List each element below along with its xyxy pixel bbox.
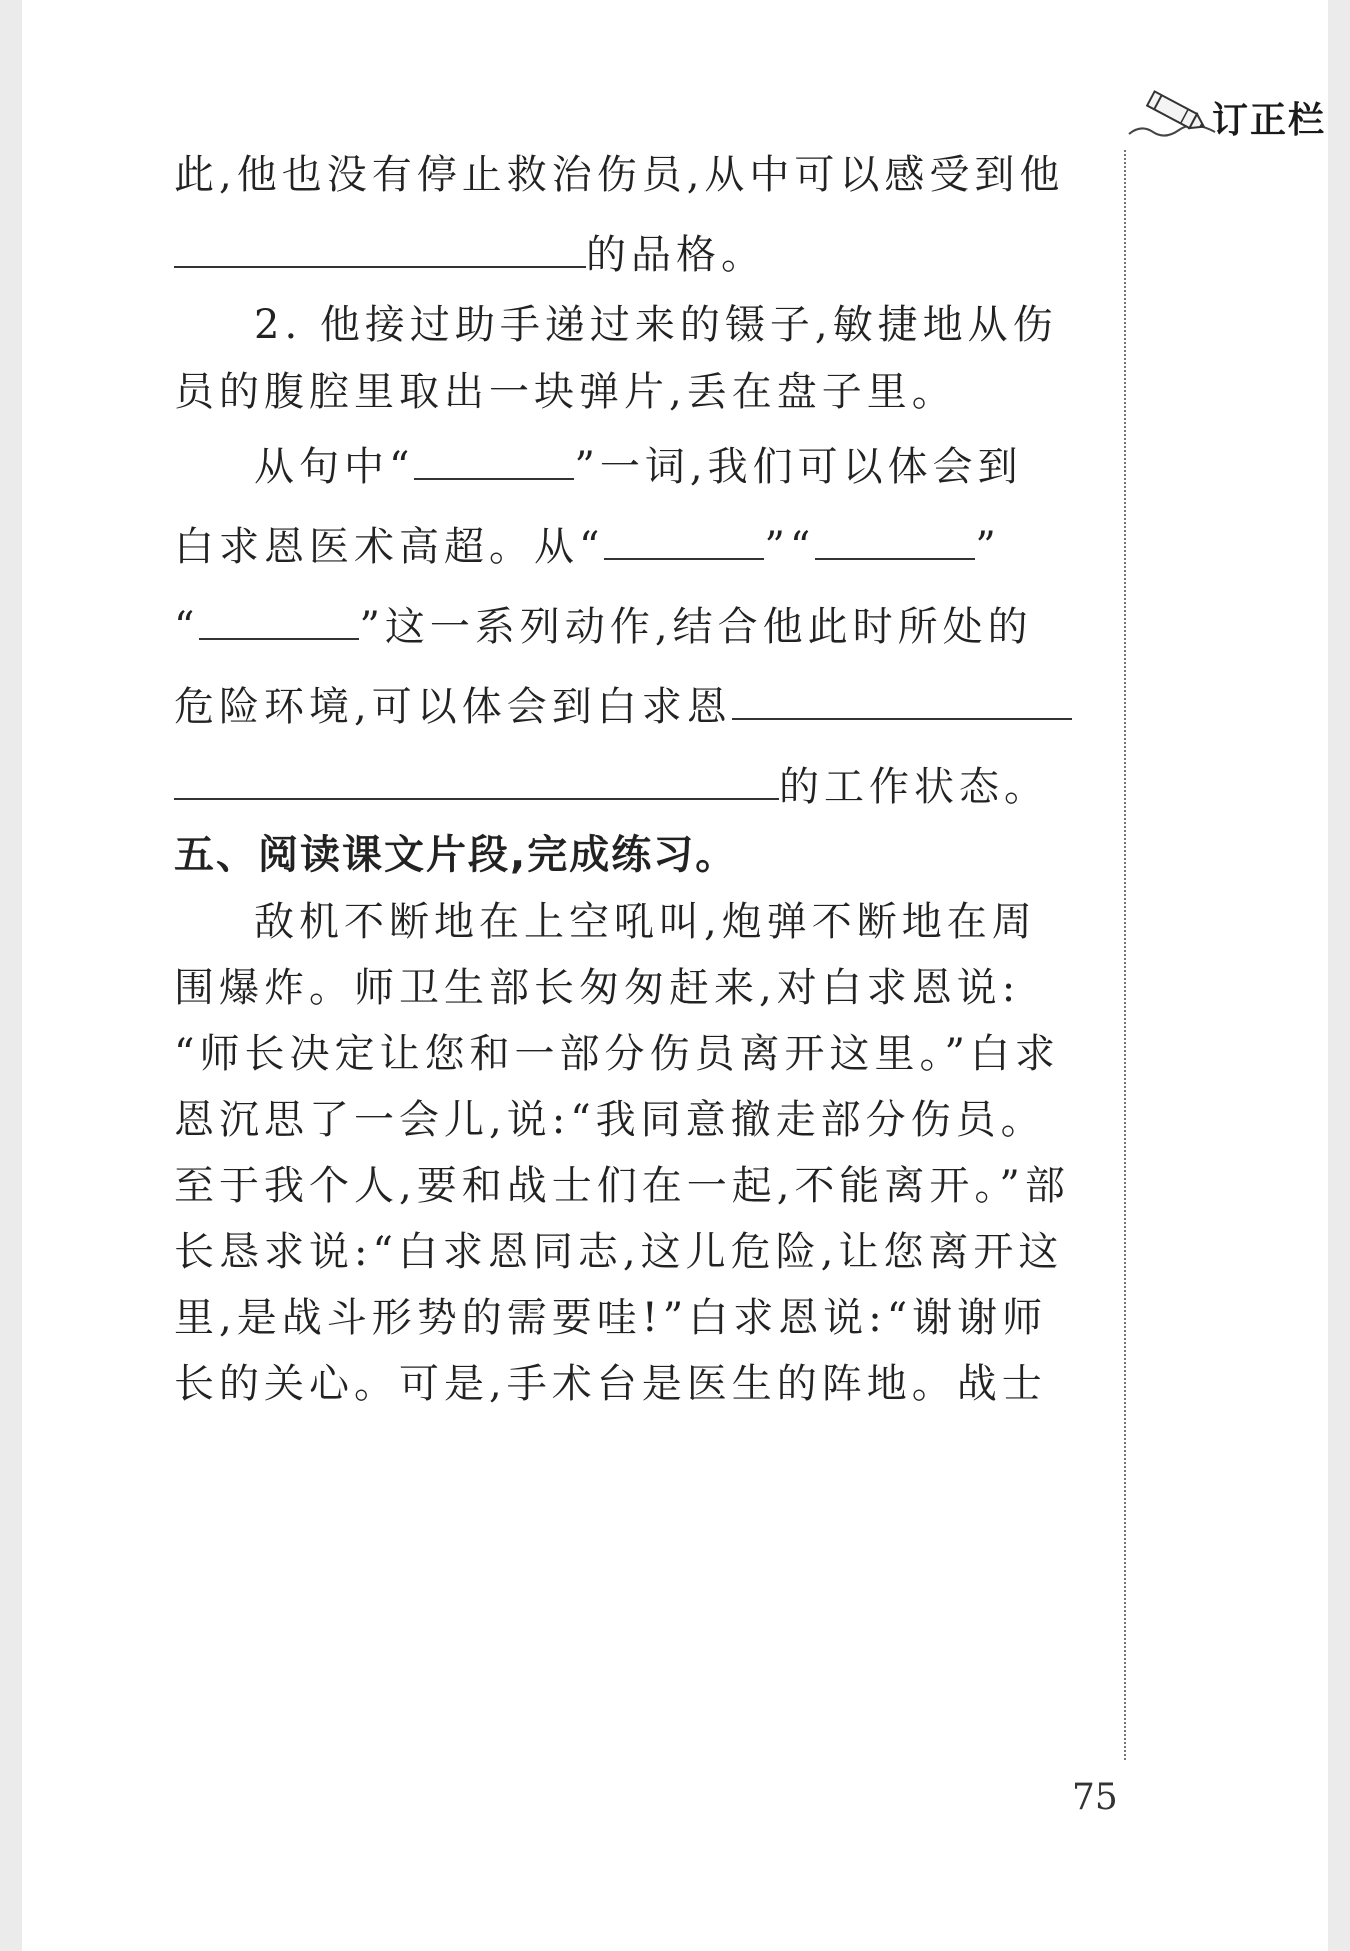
section-5-heading: 五、阅读课文片段,完成练习。 bbox=[174, 832, 738, 878]
text-content: ”一词,我们可以体会到 bbox=[574, 444, 1023, 490]
margin-divider bbox=[1124, 150, 1126, 1760]
text-line bbox=[174, 437, 1104, 497]
text-content: ”这一系列动作,结合他此时所处的 bbox=[359, 604, 1033, 650]
answer-blank[interactable] bbox=[732, 682, 1072, 720]
correction-column-title: 订正栏 bbox=[1212, 100, 1327, 141]
workbook-page bbox=[22, 0, 1328, 1951]
text-content: 白求恩医术高超。从“ bbox=[174, 524, 605, 570]
text-line bbox=[174, 145, 1104, 205]
text-line bbox=[174, 757, 1104, 817]
answer-blank[interactable] bbox=[174, 230, 586, 268]
passage-line: 围爆炸。师卫生部长匆匆赶来,对白求恩说: bbox=[174, 965, 1021, 1011]
text-content: 从句中“ bbox=[254, 444, 415, 490]
text-line bbox=[174, 597, 1104, 657]
passage-line: 至于我个人,要和战士们在一起,不能离开。”部 bbox=[174, 1163, 1070, 1209]
text-content: 的工作状态。 bbox=[779, 764, 1049, 810]
text-line bbox=[174, 225, 1104, 285]
text-content: 危险环境,可以体会到白求恩 bbox=[174, 684, 732, 730]
text-content: 的品格。 bbox=[586, 232, 766, 278]
passage-line: 里,是战斗形势的需要哇!”白求恩说:“谢谢师 bbox=[174, 1295, 1048, 1341]
answer-blank[interactable] bbox=[815, 522, 975, 560]
correction-column-header bbox=[1127, 82, 1350, 152]
passage-line: 恩沉思了一会儿,说:“我同意撤走部分伤员。 bbox=[174, 1097, 1046, 1143]
page-number: 75 bbox=[1072, 1777, 1118, 1818]
passage-line: “师长决定让您和一部分伤员离开这里。”白求 bbox=[174, 1031, 1060, 1077]
passage-line: 长的关心。可是,手术台是医生的阵地。战士 bbox=[174, 1361, 1047, 1407]
passage-line: 敌机不断地在上空吼叫,炮弹不断地在周 bbox=[254, 899, 1037, 945]
passage-line: 长恳求说:“白求恩同志,这儿危险,让您离开这 bbox=[174, 1229, 1064, 1275]
text-line bbox=[174, 677, 1104, 737]
question-2-line bbox=[174, 295, 1104, 355]
answer-blank[interactable] bbox=[174, 762, 779, 800]
text-content: ”“ bbox=[764, 524, 816, 570]
text-content: 员的腹腔里取出一块弹片,丢在盘子里。 bbox=[174, 369, 957, 415]
text-content: ” bbox=[975, 524, 1001, 570]
pencil-icon bbox=[1127, 82, 1217, 152]
answer-blank[interactable] bbox=[414, 442, 574, 480]
text-content: 此,他也没有停止救治伤员,从中可以感受到他 bbox=[174, 152, 1065, 198]
text-content: “ bbox=[174, 604, 200, 650]
answer-blank[interactable] bbox=[604, 522, 764, 560]
text-line bbox=[174, 362, 1104, 422]
answer-blank[interactable] bbox=[199, 602, 359, 640]
text-content: 2. 他接过助手递过来的镊子,敏捷地从伤 bbox=[254, 302, 1058, 348]
text-line bbox=[174, 517, 1104, 577]
